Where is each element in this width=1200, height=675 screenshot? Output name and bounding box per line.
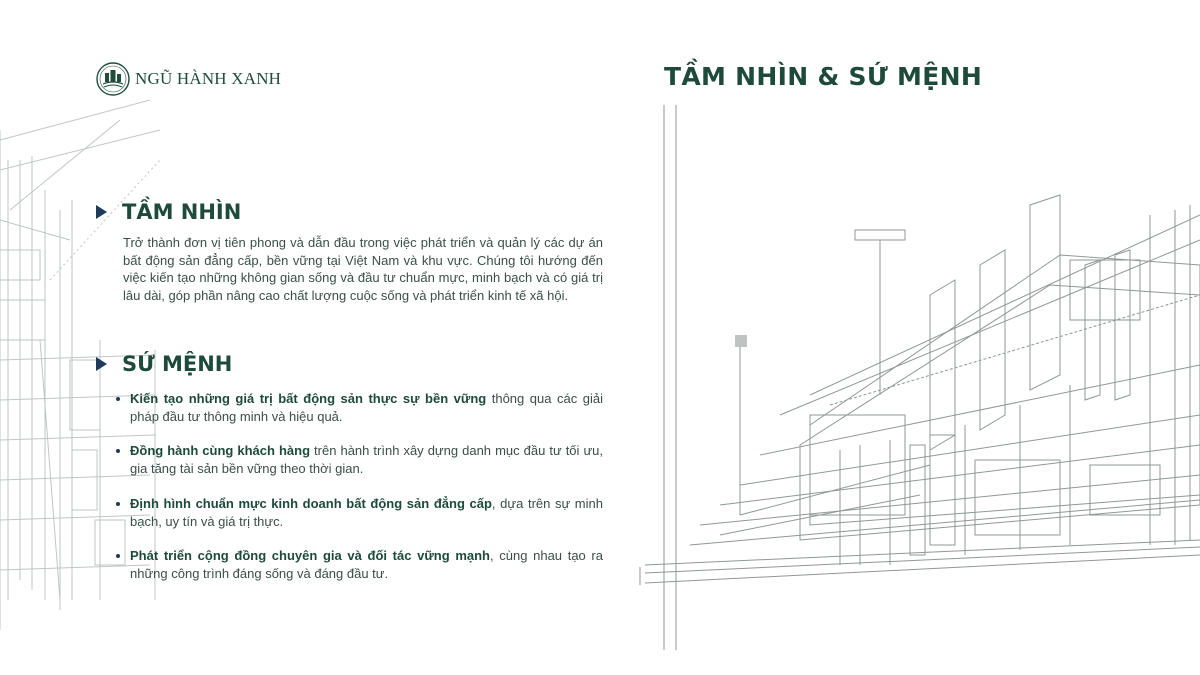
vision-title: TẦM NHÌN (122, 200, 242, 224)
mission-item-text: thông qua các giải pháp đầu tư thông minh và hiệu quả. (130, 391, 603, 424)
brand-name: NGŨ HÀNH XANH (135, 69, 282, 88)
vision-body: Trở thành đơn vị tiên phong và dẫn đầu trong việc phát triển và quản lý các dự án bất động sản đẳng cấp, bền vững tại Việt Nam và khu vực. Chúng tôi hướng đến việc kiến tạo những không gian sống và đầu tư chuẩn mực, minh bạch và có giá trị lâu dài, góp phần nâng cao chất lượng cuộc sống và phát triển kinh tế xã hội. (123, 235, 603, 304)
ngu-hanh-xanh-emblem-icon (96, 62, 130, 96)
list-item (116, 547, 603, 582)
right-building-sketch (630, 95, 1200, 665)
mission-item-text: , cùng nhau tạo ra những công trình đáng sống và đáng đầu tư. (130, 548, 603, 581)
list-item (116, 390, 603, 425)
mission-list (116, 390, 603, 583)
vision-section (96, 200, 606, 305)
list-item (116, 495, 603, 530)
mission-item-text: , dựa trên sự minh bạch, uy tín và giá trị thực. (130, 495, 603, 529)
vision-heading (96, 200, 606, 224)
triangle-bullet-icon (96, 357, 107, 371)
triangle-bullet-icon (96, 205, 107, 219)
mission-item-bold: Đồng hành cùng khách hàng (130, 443, 311, 459)
page-title: TẦM NHÌN & SỨ MỆNH (664, 62, 983, 91)
mission-section (96, 352, 606, 600)
mission-item-text: trên hành trình xây dựng danh mục đầu tư tối ưu, gia tăng tài sản bền vững theo thời gian. (130, 443, 603, 477)
mission-item-bold: Kiến tạo những giá trị bất động sản thực sự bền vững (130, 391, 487, 406)
brand-logo (96, 62, 281, 96)
mission-title: SỨ MỆNH (122, 352, 233, 376)
mission-heading (96, 352, 606, 376)
list-item (116, 442, 603, 477)
mission-item-bold: Phát triển cộng đồng chuyên gia và đối tác vững mạnh (130, 548, 490, 564)
mission-item-bold: Định hình chuẩn mực kinh doanh bất động sản đẳng cấp (130, 495, 492, 511)
